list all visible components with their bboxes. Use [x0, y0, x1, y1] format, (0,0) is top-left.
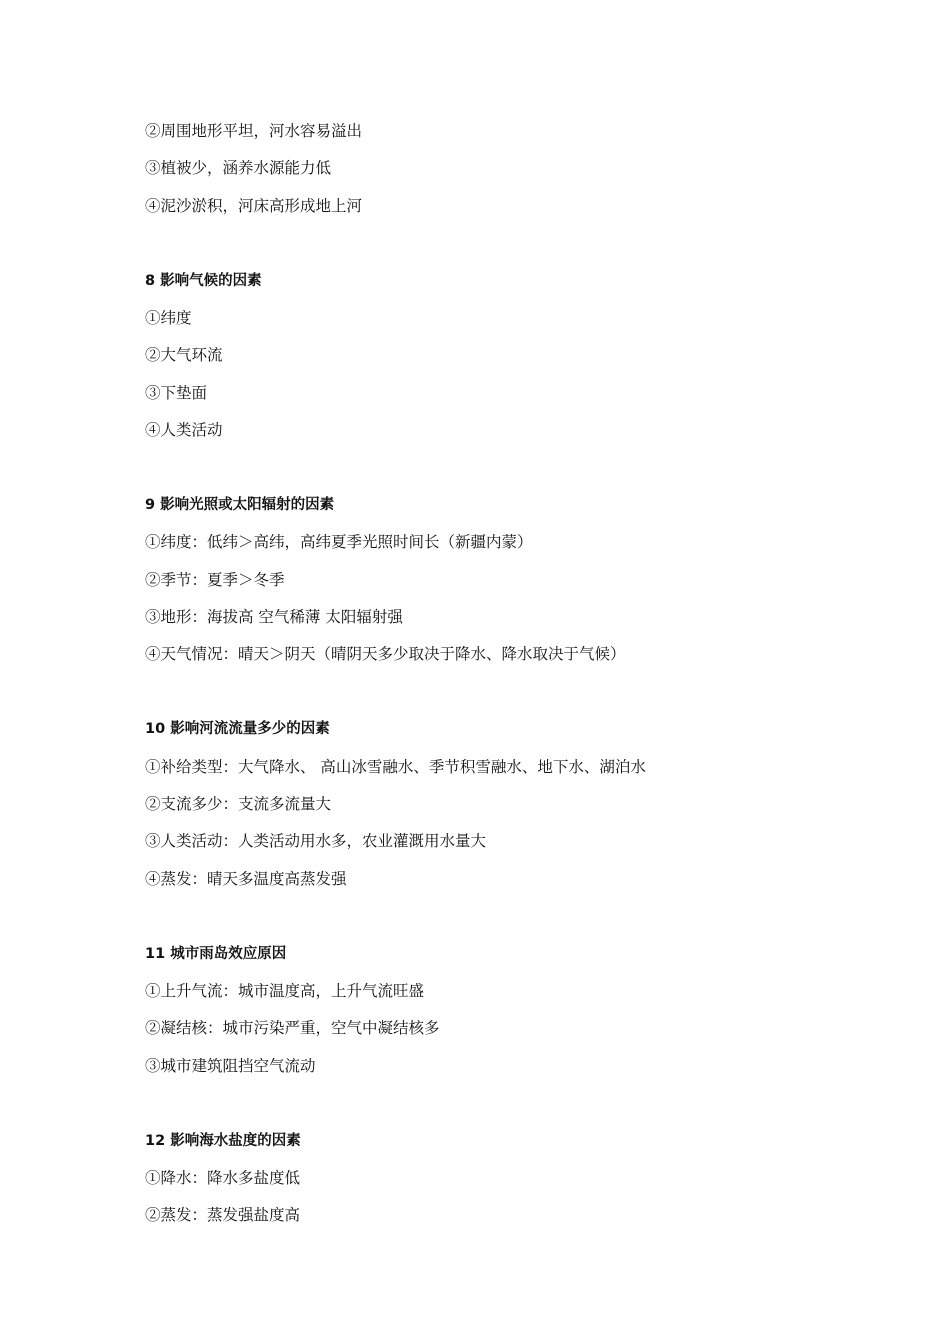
list-item: ④天气情况：晴天＞阴天（晴阴天多少取决于降水、降水取决于气候）	[145, 645, 626, 664]
list-item: ①纬度	[145, 308, 192, 327]
list-item: ③植被少，涵养水源能力低	[145, 159, 332, 178]
document-page	[145, 113, 845, 1235]
intro-list	[145, 113, 845, 225]
section-river-flow-factors	[145, 711, 845, 898]
section-gap	[145, 225, 845, 262]
section-heading: 10 影响河流流量多少的因素	[145, 721, 330, 738]
list-item: ②凝结核：城市污染严重，空气中凝结核多	[145, 1019, 440, 1038]
list-item: ②周围地形平坦，河水容易溢出	[145, 122, 363, 140]
section-gap	[145, 1085, 845, 1122]
list-item: ②支流多少：支流多流量大	[145, 795, 332, 814]
section-urban-rain-island	[145, 936, 845, 1086]
list-item: ④蒸发：晴天多温度高蒸发强	[145, 869, 347, 888]
list-item: ③下垫面	[145, 383, 208, 402]
list-item: ①降水：降水多盐度低	[145, 1168, 301, 1187]
section-heading: 9 影响光照或太阳辐射的因素	[145, 496, 335, 513]
list-item: ①纬度：低纬＞高纬，高纬夏季光照时间长（新疆内蒙）	[145, 533, 533, 552]
list-item: ①补给类型：大气降水、 高山冰雪融水、季节积雪融水、地下水、湖泊水	[145, 757, 646, 776]
list-item: ②蒸发：蒸发强盐度高	[145, 1206, 301, 1225]
list-item: ③人类活动：人类活动用水多，农业灌溉用水量大	[145, 832, 487, 851]
section-salinity-factors	[145, 1123, 845, 1235]
list-item: ③城市建筑阻挡空气流动	[145, 1056, 316, 1075]
list-item: ④人类活动	[145, 421, 223, 440]
list-item: ③地形：海拔高 空气稀薄 太阳辐射强	[145, 608, 403, 627]
section-gap	[145, 674, 845, 711]
list-item: ②季节：夏季＞冬季	[145, 570, 285, 589]
section-heading: 8 影响气候的因素	[145, 272, 262, 289]
section-gap	[145, 898, 845, 935]
list-item: ①上升气流：城市温度高，上升气流旺盛	[145, 981, 425, 1000]
section-sunlight-factors	[145, 487, 845, 674]
list-item: ④泥沙淤积，河床高形成地上河	[145, 196, 363, 215]
section-heading: 11 城市雨岛效应原因	[145, 945, 287, 962]
section-heading: 12 影响海水盐度的因素	[145, 1132, 301, 1149]
list-item: ②大气环流	[145, 346, 223, 365]
section-climate-factors	[145, 263, 845, 450]
section-gap	[145, 450, 845, 487]
